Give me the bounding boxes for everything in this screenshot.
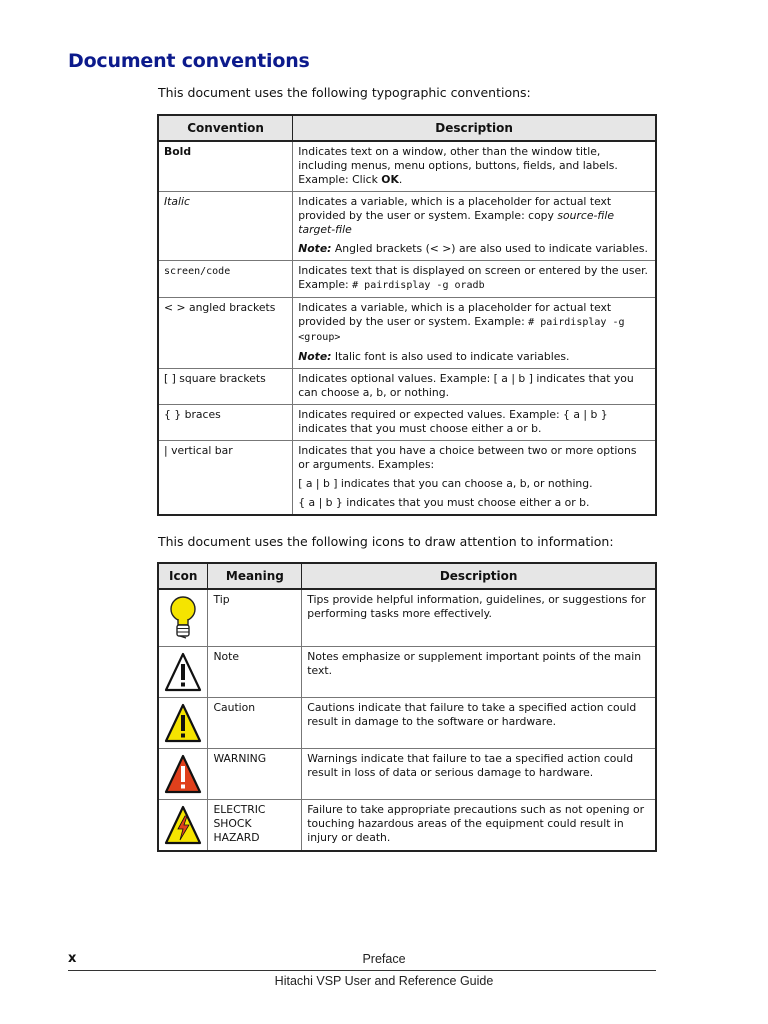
- description-mono-text: # pairdisplay -g <group>: [298, 317, 625, 343]
- description-cell: Failure to take appropriate precautions such as not opening or touching hazardous areas of the equipment could result in injury or death.: [302, 800, 656, 852]
- table-row: [158, 298, 656, 369]
- meaning-cell: Caution: [208, 698, 302, 749]
- table-row: [158, 261, 656, 298]
- convention-bold: Bold: [164, 145, 192, 158]
- page-title: Document conventions: [68, 50, 310, 72]
- note-label: Note:: [298, 350, 332, 363]
- lightbulb-icon: [169, 594, 197, 642]
- description-cell: Notes emphasize or supplement important points of the main text.: [302, 647, 656, 698]
- typographic-conventions-table: [157, 114, 657, 516]
- table-row: [158, 441, 656, 516]
- page-number: x: [68, 951, 77, 966]
- icon-cell: [158, 589, 208, 647]
- table-row: [158, 141, 656, 192]
- description-cell: [293, 441, 656, 516]
- description-cell: [293, 298, 656, 369]
- table-header-row: [158, 115, 656, 141]
- description-cell: Warnings indicate that failure to tae a specified action could result in loss of data or serious damage to hardware.: [302, 749, 656, 800]
- footer-divider: [68, 970, 656, 971]
- table-header-row: [158, 563, 656, 589]
- column-header: Convention: [158, 115, 293, 141]
- meaning-cell: Tip: [208, 589, 302, 647]
- table-row: [158, 647, 656, 698]
- description-text: Indicates that you have a choice between two or more options or arguments. Examples:: [298, 444, 637, 471]
- convention-cell: [ ] square brackets: [158, 369, 293, 405]
- convention-cell: [158, 192, 293, 261]
- meaning-cell: ELECTRIC SHOCK HAZARD: [208, 800, 302, 852]
- description-cell: Indicates optional values. Example: [ a | b ] indicates that you can choose a, b, or nothing.: [293, 369, 656, 405]
- table-row: [158, 405, 656, 441]
- note-text: Angled brackets (< >) are also used to indicate variables.: [331, 242, 648, 255]
- convention-cell: [158, 141, 293, 192]
- convention-cell: { } braces: [158, 405, 293, 441]
- column-header: Meaning: [208, 563, 302, 589]
- column-header: Icon: [158, 563, 208, 589]
- description-text: Indicates text on a window, other than the window title, including menus, menu options, buttons, fields, and labels. Example: Click: [298, 145, 618, 186]
- icon-cell: [158, 698, 208, 749]
- typographic-intro: This document uses the following typographic conventions:: [158, 85, 531, 100]
- convention-cell: [158, 261, 293, 298]
- warning-triangle-icon: [164, 753, 202, 795]
- convention-cell: < > angled brackets: [158, 298, 293, 369]
- description-text: Indicates a variable, which is a placeholder for actual text provided by the user or system. Example: copy: [298, 195, 612, 222]
- note-triangle-icon: [164, 651, 202, 693]
- table-row: [158, 698, 656, 749]
- description-italic-text: source-file target-file: [298, 209, 614, 236]
- icon-cell: [158, 800, 208, 852]
- meaning-cell: Note: [208, 647, 302, 698]
- table-row: [158, 192, 656, 261]
- table-row: [158, 369, 656, 405]
- column-header: Description: [293, 115, 656, 141]
- table-row: [158, 749, 656, 800]
- electric-shock-icon: [164, 804, 202, 846]
- description-cell: Tips provide helpful information, guidelines, or suggestions for performing tasks more effectively.: [302, 589, 656, 647]
- description-mono-text: # pairdisplay -g oradb: [352, 280, 485, 291]
- column-header: Description: [302, 563, 656, 589]
- table-row: [158, 800, 656, 852]
- description-cell: Indicates required or expected values. Example: { a | b } indicates that you must choose either a or b.: [293, 405, 656, 441]
- note-text: Italic font is also used to indicate variables.: [331, 350, 570, 363]
- convention-cell: | vertical bar: [158, 441, 293, 516]
- icons-table: [157, 562, 657, 852]
- table-row: [158, 589, 656, 647]
- note-label: Note:: [298, 242, 332, 255]
- icon-cell: [158, 749, 208, 800]
- description-text: Indicates a variable, which is a placeholder for actual text provided by the user or system. Example:: [298, 301, 612, 328]
- example-text: { a | b } indicates that you must choose either a or b.: [298, 496, 590, 509]
- description-text: .: [398, 173, 403, 186]
- example-text: [ a | b ] indicates that you can choose a, b, or nothing.: [298, 477, 593, 490]
- icon-cell: [158, 647, 208, 698]
- description-cell: [293, 192, 656, 261]
- convention-italic: Italic: [164, 195, 190, 208]
- convention-mono: screen/code: [164, 266, 231, 277]
- meaning-cell: WARNING: [208, 749, 302, 800]
- description-cell: [293, 261, 656, 298]
- caution-triangle-icon: [164, 702, 202, 744]
- description-bold-text: OK: [381, 173, 399, 186]
- description-text: Indicates text that is displayed on screen or entered by the user. Example:: [298, 264, 648, 291]
- description-cell: Cautions indicate that failure to take a specified action could result in damage to the software or hardware.: [302, 698, 656, 749]
- description-cell: [293, 141, 656, 192]
- footer-section: Preface: [362, 952, 406, 966]
- footer-book-title: Hitachi VSP User and Reference Guide: [274, 974, 494, 988]
- icons-intro: This document uses the following icons to draw attention to information:: [158, 534, 614, 549]
